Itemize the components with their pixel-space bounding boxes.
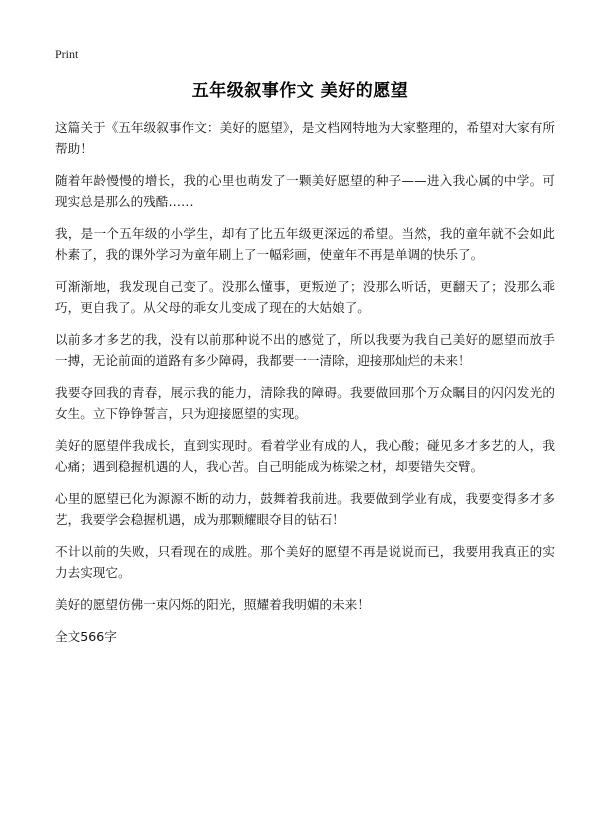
article-body xyxy=(55,117,555,647)
paragraph: 不计以前的失败，只看现在的成胜。那个美好的愿望不再是说说而已，我要用我真正的实力去实现它。 xyxy=(55,544,555,580)
word-count: 全文566字 xyxy=(55,629,117,644)
paragraph: 美好的愿望仿佛一束闪烁的阳光，照耀着我明媚的未来！ xyxy=(55,597,370,612)
paragraph: 心里的愿望已化为源源不断的动力，鼓舞着我前进。我要做到学业有成，我要变得多才多艺，我要学会稳握机遇，成为那颗耀眼夺目的钻石！ xyxy=(55,491,555,527)
paragraph: 我，是一个五年级的小学生，却有了比五年级更深远的希望。当然，我的童年就不会如此朴素了，我的课外学习为童年刷上了一幅彩画，使童年不再是单调的快乐了。 xyxy=(55,226,555,262)
paragraph: 美好的愿望伴我成长，直到实现时。看着学业有成的人，我心酸；碰见多才多艺的人，我心痛；遇到稳握机遇的人，我心苦。自己明能成为栋梁之材，却要错失交臂。 xyxy=(55,438,555,474)
paragraph: 我要夺回我的青春，展示我的能力，清除我的障碍。我要做回那个万众瞩目的闪闪发光的女生。立下铮铮誓言，只为迎接愿望的实现。 xyxy=(55,385,555,421)
paragraph: 这篇关于《五年级叙事作文：美好的愿望》，是文档网特地为大家整理的，希望对大家有所帮助！ xyxy=(55,120,555,156)
paragraph: 可渐渐地，我发现自己变了。没那么懂事，更叛逆了；没那么听话，更翻天了；没那么乖巧，更自我了。从父母的乖女儿变成了现在的大姑娘了。 xyxy=(55,279,555,315)
paragraph: 随着年龄慢慢的增长，我的心里也萌发了一颗美好愿望的种子——进入我心属的中学。可现实总是那么的残酷…… xyxy=(55,173,555,209)
page-title: 五年级叙事作文 美好的愿望 xyxy=(191,81,409,101)
print-link[interactable]: Print xyxy=(55,47,79,61)
paragraph: 以前多才多艺的我，没有以前那种说不出的感觉了，所以我要为我自己美好的愿望而放手一搏，无论前面的道路有多少障碍，我都要一一清除，迎接那灿烂的未来！ xyxy=(55,332,555,368)
